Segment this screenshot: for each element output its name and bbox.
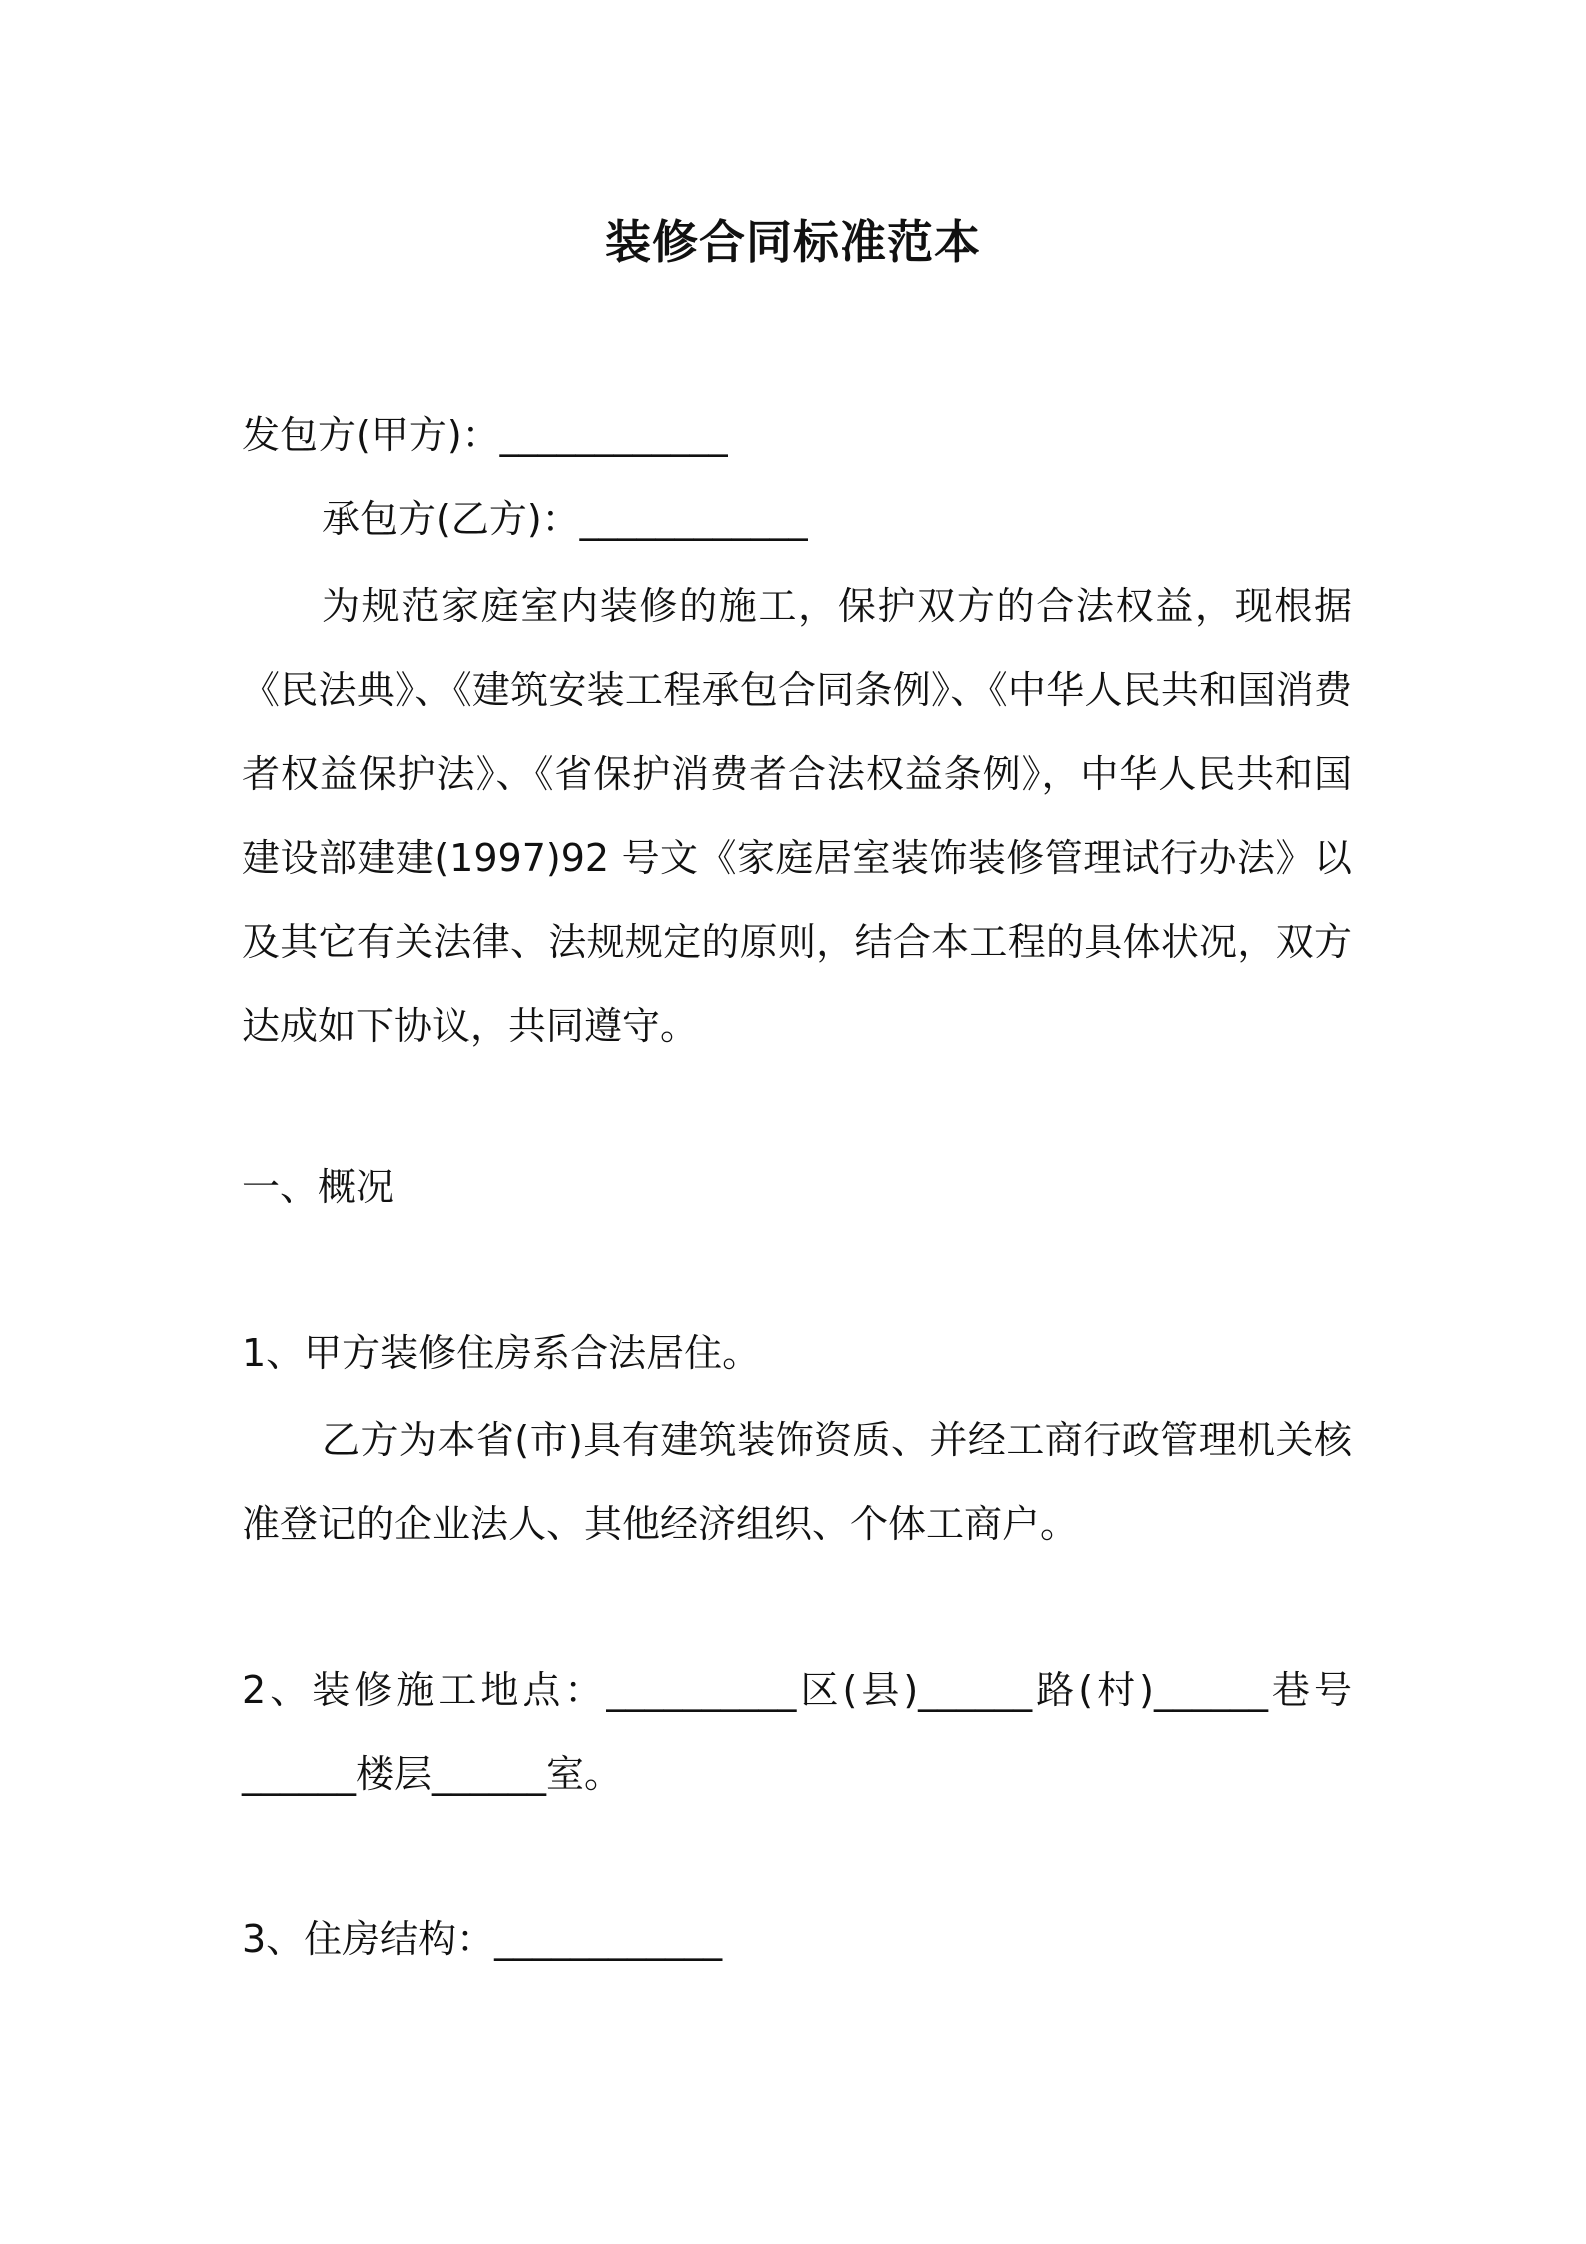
- item-1-detail: 乙方为本省(市)具有建筑装饰资质、并经工商行政管理机关核准登记的企业法人、其他经济组织、个体工商户。: [242, 1418, 1352, 1546]
- preamble-paragraph: 为规范家庭室内装修的施工，保护双方的合法权益，现根据《民法典》、《建筑安装工程承包合同条例》、《中华人民共和国消费者权益保护法》、《省保护消费者合法权益条例》，中华人民共和国建设部建建(1997)92 号文《家庭居室装饰装修管理试行办法》以及其它有关法律、法规规定的原则，结合本工程的具体状况，双方达成如下协议，共同遵守。: [242, 584, 1352, 1048]
- item-1: 1、甲方装修住房系合法居住。: [242, 1331, 761, 1375]
- item-3-structure: 3、住房结构：____________: [242, 1917, 723, 1961]
- party-b-line: 承包方(乙方)：____________: [322, 497, 808, 541]
- page-title: 装修合同标准范本: [605, 215, 981, 269]
- item-2-address: 2、装修施工地点：__________区(县)______路(村)______巷号______楼层______室。: [242, 1668, 1352, 1796]
- section-1-heading: 一、概况: [242, 1165, 395, 1209]
- party-a-line: 发包方(甲方)：____________: [242, 413, 728, 457]
